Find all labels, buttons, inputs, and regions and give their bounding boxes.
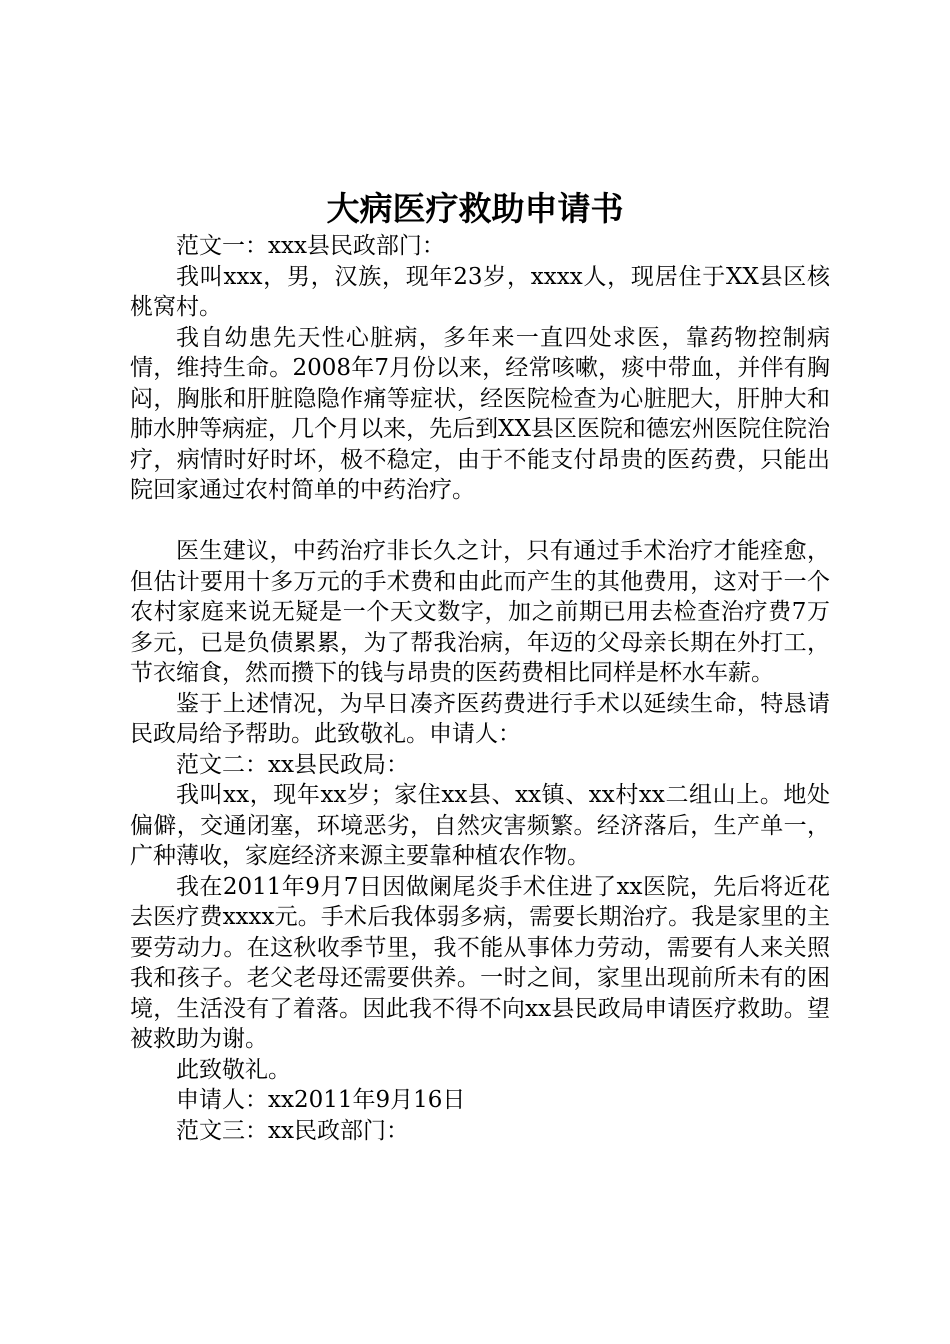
paragraph-self-intro-2: 我叫xx，现年xx岁；家住xx县、xx镇、xx村xx二组山上。地处偏僻，交通闭塞，环境恶劣，自然灾害频繁。经济落后，生产单一，广种薄收，家庭经济来源主要靠种植农作物。 [130, 782, 830, 869]
paragraph-illness-history: 我自幼患先天性心脏病，多年来一直四处求医，靠药物控制病情，维持生命。2008年7月份以来，经常咳嗽，痰中带血，并伴有胸闷，胸胀和肝脏隐隐作痛等症状，经医院检查为心脏肥大，肝肿大和肺水肿等病症，几个月以来，先后到XX县区医院和德宏州医院住院治疗，病情时好时坏，极不稳定，由于不能支付昂贵的医药费，只能出院回家通过农村简单的中药治疗。 [130, 324, 830, 503]
paragraph-spacer [130, 506, 830, 537]
paragraph-self-intro-1: 我叫xxx，男，汉族，现年23岁，xxxx人，现居住于XX县区核桃窝村。 [130, 263, 830, 320]
salutation-sample-2: 范文二：xx县民政局： [176, 751, 409, 778]
paragraph-doctor-advice: 医生建议，中药治疗非长久之计，只有通过手术治疗才能痊愈，但估计要用十多万元的手术费和由此而产生的其他费用，这对于一个农村家庭来说无疑是一个天文数字，加之前期已用去检查治疗费7万多元，已是负债累累，为了帮我治病，年迈的父母亲长期在外打工，节衣缩食，然而攒下的钱与昂贵的医药费相比同样是杯水车薪。 [130, 538, 830, 686]
salutation-sample-3: 范文三：xx民政部门： [176, 1117, 409, 1144]
paragraph-hospitalization: 我在2011年9月7日因做阑尾炎手术住进了xx医院，先后将近花去医疗费xxxx元。手术后我体弱多病，需要长期治疗。我是家里的主要劳动力。在这秋收季节里，我不能从事体力劳动，需要有人来关照我和孩子。老父老母还需要供养。一时之间，家里出现前所未有的困境，生活没有了着落。因此我不得不向xx县民政局申请医疗救助。望被救助为谢。 [130, 873, 830, 1052]
document-title: 大病医疗救助申请书 [326, 189, 624, 228]
document-body [130, 231, 830, 1146]
applicant-signature: 申请人：xx2011年9月16日 [176, 1087, 466, 1113]
salutation-sample-1: 范文一：xxx县民政部门： [176, 233, 445, 259]
paragraph-request-1: 鉴于上述情况，为早日凑齐医药费进行手术以延续生命，特恳请民政局给予帮助。此致敬礼。申请人： [130, 690, 830, 747]
closing-greeting: 此致敬礼。 [176, 1056, 291, 1083]
